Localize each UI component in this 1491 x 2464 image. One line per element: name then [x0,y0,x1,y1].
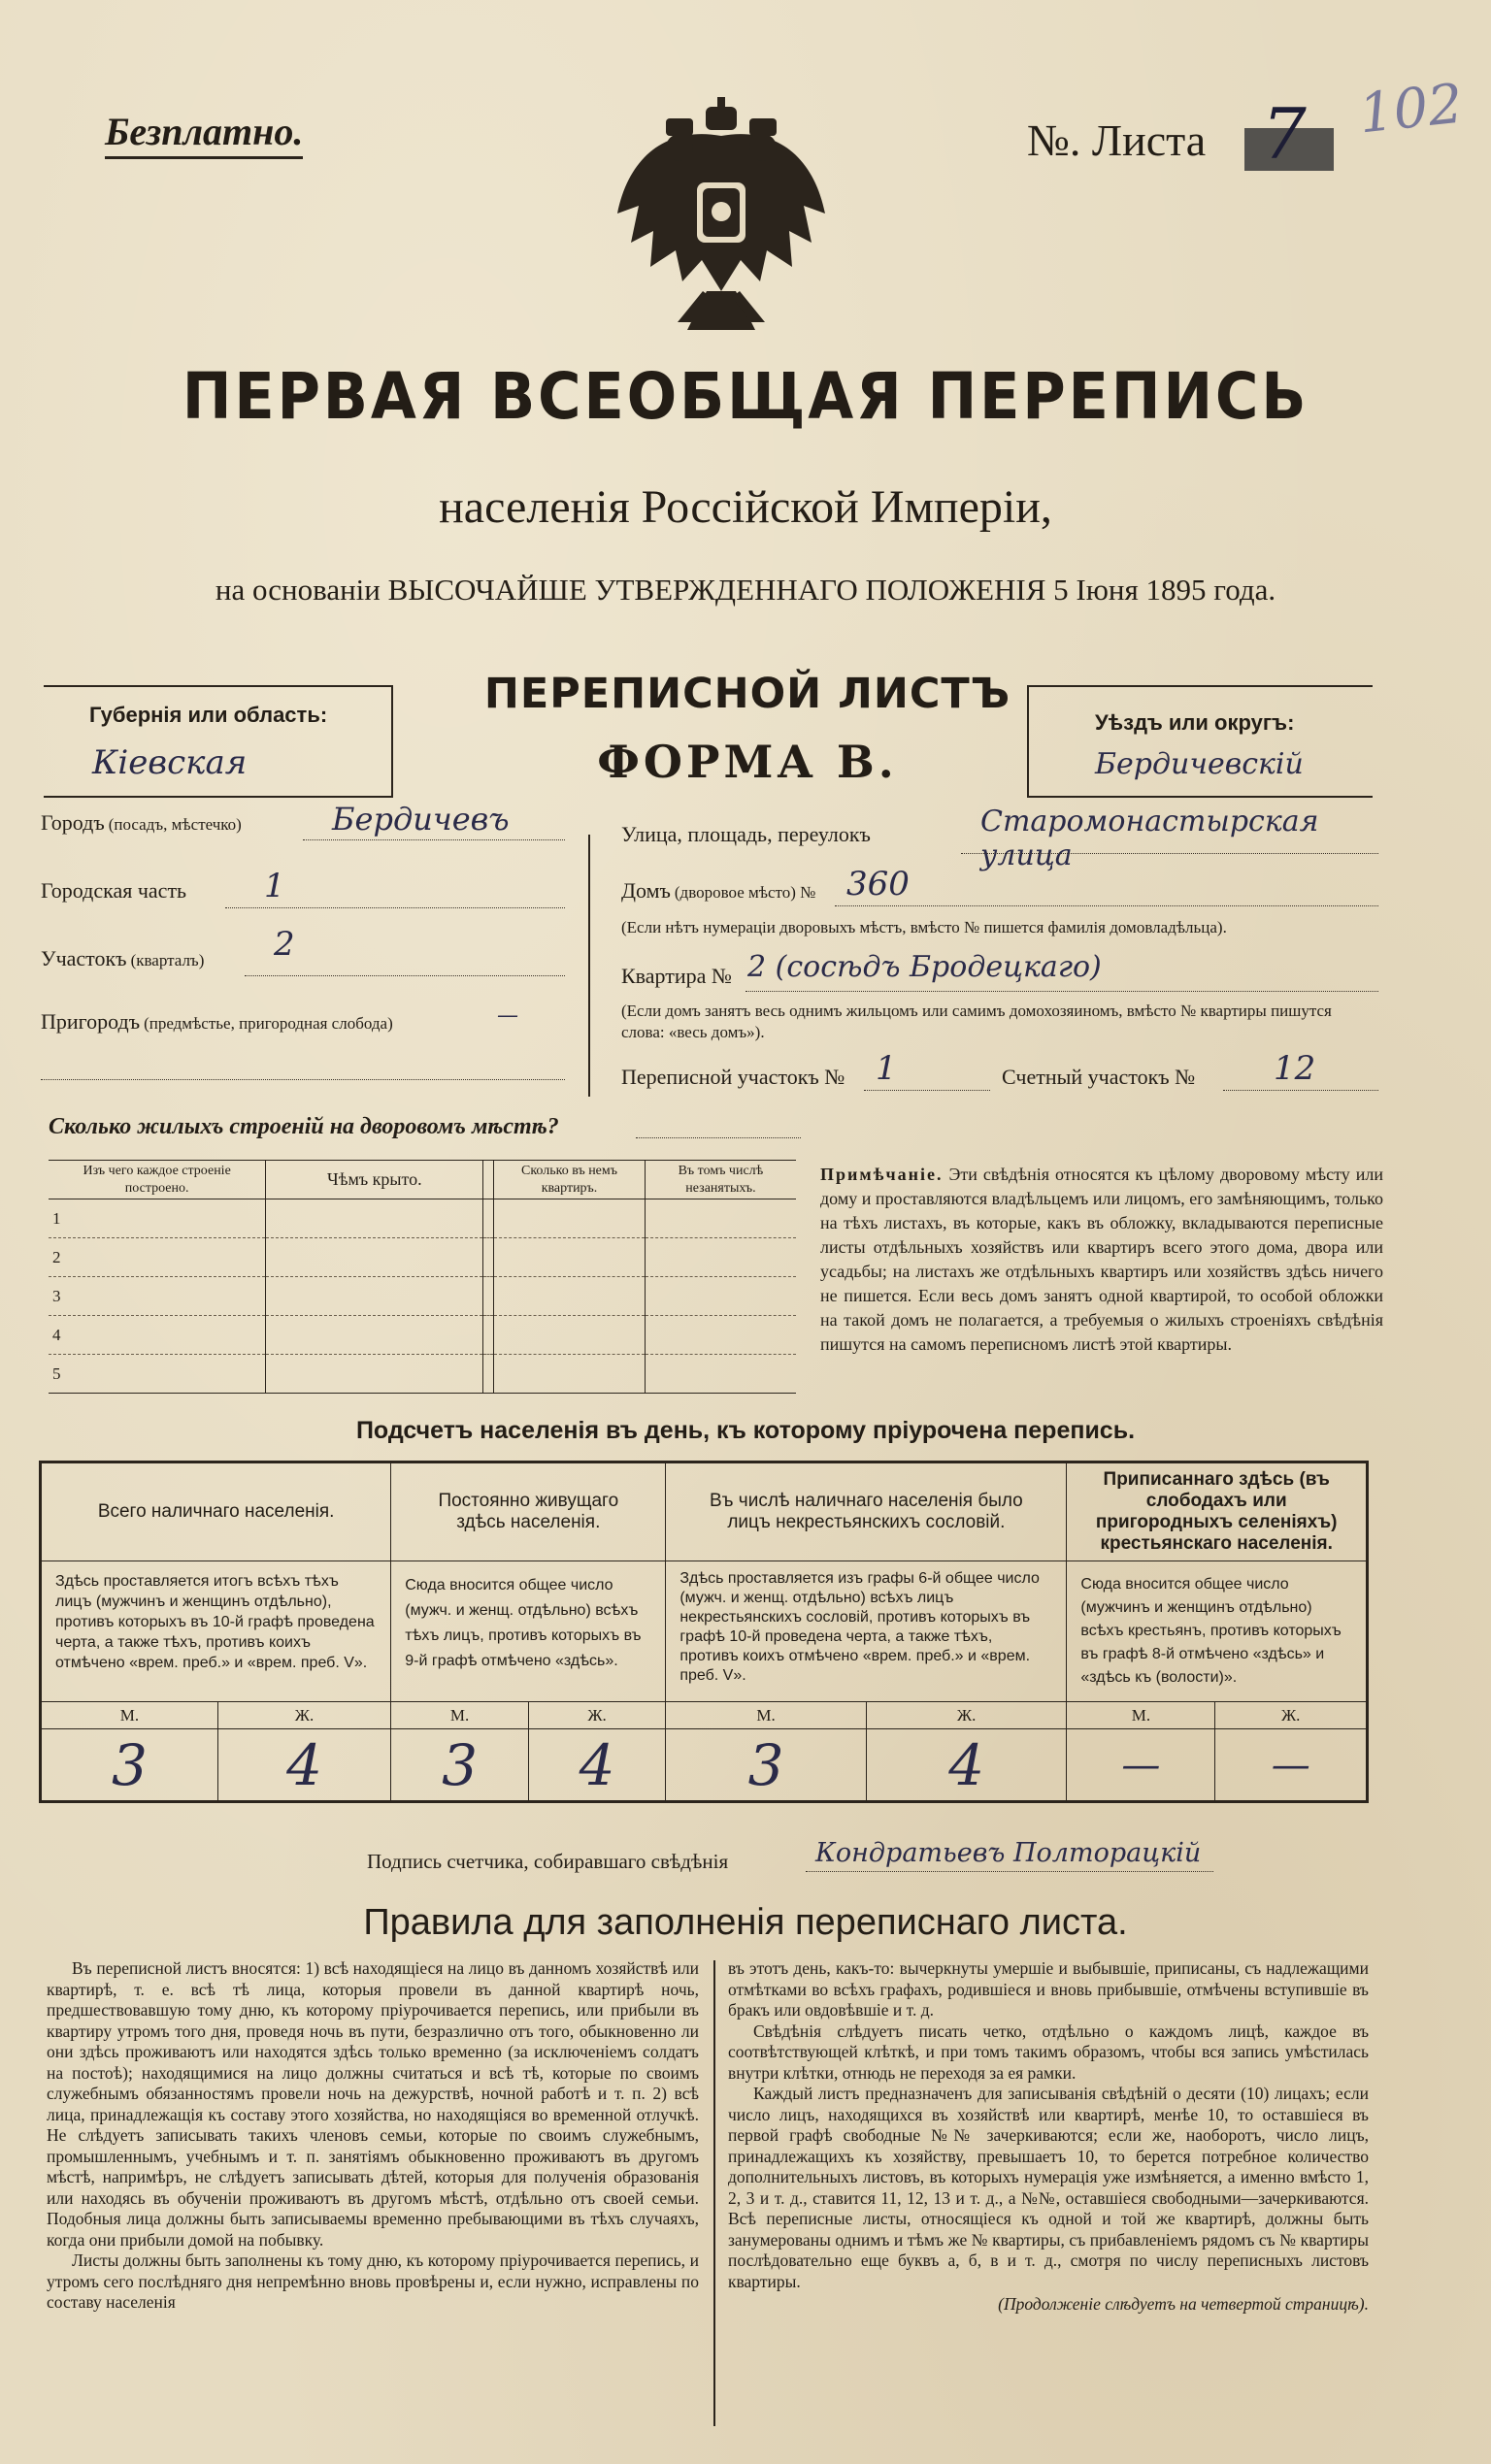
city-part-label: Городская часть [41,878,187,903]
table-row: 4 [49,1316,796,1355]
col-2-f-value: 4 [528,1729,666,1802]
col-1-m-value: 3 [41,1729,218,1802]
census-area-value: 1 [876,1049,897,1088]
suburb-hint: (предмѣстье, пригородная слобода) [144,1014,393,1033]
count-area-label: Счетный участокъ № [1002,1065,1196,1089]
col-1-m-label: М. [41,1702,218,1729]
rules-right-paragraph: въ этотъ день, какъ-то: вычеркнуты умершіе и выбывшіе, приписаны, съ надлежащими отмѣтками во всѣхъ графахъ, родившіеся и вновь прибывшіе, отмѣчены вступившіе въ бракъ или овдовѣвшіе и т. д. [728,1958,1369,2020]
district-label: Уѣздъ или округъ: [1095,710,1295,735]
signature-label: Подпись счетчика, собиравшаго свѣдѣнія [367,1850,729,1873]
rules-left-paragraph: Листы должны быть заполнены къ тому дню, къ которому пріурочивается перепись, и утромъ сего послѣдняго дня непремѣнно вновь провѣрены и, если нужно, исправлены по составу населенія [47,2250,699,2312]
rules-title: Правила для заполненія переписнаго листа. [363,1902,1128,1943]
house-hint: (дворовое мѣсто) № [674,883,816,902]
table-row: 3 [49,1277,796,1316]
count-col-2-header: Постоянно живущаго здѣсь населенія. [391,1462,666,1561]
note-text: Эти свѣдѣнія относятся къ цѣлому дворовому мѣсту или дому и проставляются владѣльцемъ или лицомъ, его замѣняющимъ, только на тѣхъ листахъ, въ которые, какъ въ обложку, вкладываются переписные листы отдѣльныхъ хозяйствъ или квартиръ всего этого дома, двора или усадьбы; на листахъ же отдѣльныхъ квартиръ или хозяйствъ здѣсь ничего не пишется. Если весь домъ занятъ одной квартирой, то особой обложки на такой домъ не полагается, а требуемыя о жилыхъ строеніяхъ свѣдѣнія пишутся на самомъ переписномъ листѣ этой квартиры. [820,1165,1383,1354]
count-col-1-header: Всего наличнаго населенія. [41,1462,391,1561]
sheet-title: ПЕРЕПИСНОЙ ЛИСТЪ [483,670,1011,718]
signature-value: Кондратьевъ Полторацкій [815,1838,1202,1868]
count-col-4-header: Приписаннаго здѣсь (въ слободахъ или пригородныхъ селеніяхъ) крестьянскаго населенія. [1067,1462,1368,1561]
buildings-question: Сколько жилыхъ строеній на дворовомъ мѣстѣ? [49,1114,559,1139]
street-label: Улица, площадь, переулокъ [621,822,871,846]
census-subtitle: населенія Россійской Имперіи, [439,481,1052,533]
buildings-col-material: Изъ чего каждое строеніе построено. [49,1161,266,1199]
col-1-f-value: 4 [217,1729,390,1802]
col-3-f-label: Ж. [866,1702,1067,1729]
free-label: Безплатно. [105,109,303,159]
apartment-note: (Если домъ занятъ весь однимъ жильцомъ или самимъ домохозяиномъ, вмѣсто № квартиры пишутся слова: «весь домъ»). [621,1002,1332,1041]
right-fields [621,805,1378,1101]
house-value: 360 [846,865,910,903]
rules-right-paragraph: Каждый листъ предназначенъ для записыванія свѣдѣній о десяти (10) лицахъ; если число лицъ, находящихся въ хозяйствѣ или квартирѣ, менѣе 10, то оставшіеся въ первой графѣ свободные №№ зачеркиваются; если же, наоборотъ, число лицъ, принадлежащихъ къ хозяйству, превышаетъ 10, то берется потребное количество дополнительныхъ листовъ, въ которыхъ нумерація уже измѣняется, а именно вмѣсто 1, 2, 3 и т. д., ставится 11, 12, 13 и т. д., а №№, оставшіеся свободными—зачеркиваются. Всѣ переписные листы, относящіеся къ одной и той же квартирѣ, должны быть занумерованы однимъ и тѣмъ же № квартиры, съ прибавленіемъ рядомъ съ № квартиры послѣдовательно еще буквъ а, б, в и т. д., смотря по числу переписныхъ листовъ квартиры. [728,2084,1369,2291]
district-value: Бердичевскій [1095,747,1304,781]
buildings-note [820,1163,1383,1357]
precinct-hint: (кварталъ) [130,951,205,969]
col-2-m-label: М. [391,1702,529,1729]
city-field [41,801,565,859]
note-title: Примѣчаніе. [820,1165,944,1184]
count-col-3-header: Въ числѣ наличнаго населенія было лицъ некрестьянскихъ сословій. [666,1462,1067,1561]
city-hint: (посадъ, мѣстечко) [108,815,242,834]
imperial-eagle-icon [610,97,833,340]
street-value: Старомонастырская улица [980,805,1319,872]
precinct-label: Участокъ [41,946,127,970]
city-value: Бердичевъ [332,801,510,838]
census-legal-basis: на основаніи ВЫСОЧАЙШЕ УТВЕРЖДЕННАГО ПОЛОЖЕНІЯ 5 Іюня 1895 года. [215,573,1276,607]
buildings-col-vacant: Въ томъ числѣ незанятыхъ. [645,1161,796,1199]
rules-left-column [47,1958,699,2314]
col-2-m-value: 3 [391,1729,529,1802]
rules-left-paragraph: Въ переписной листъ вносятся: 1) всѣ находящіеся на лицо въ данномъ хозяйствѣ или квартирѣ, т. е. всѣ тѣ лица, которыя провели въ данной квартирѣ ночь, предшествовавшую тому дню, къ которому пріурочивается перепись, или прибыли въ квартиру утромъ того дня, проведя ночь въ пути, безразлично отъ того, обыкновенно ли они здѣсь проживаютъ или находятся здѣсь только временно (за исключеніемъ солдатъ на постоѣ); находящимися на лицо должны считаться и всѣ тѣ, которые по своимъ служебнымъ обязанностямъ провели ночь на дежурствѣ, ночной работѣ и т. п. 2) всѣ лица, принадлежащія къ составу этого хозяйства, но находящіяся во временной отлучкѣ. Не слѣдуетъ записывать такихъ членовъ семьи, которые по своимъ служебнымъ, промышленнымъ, учебнымъ и т. п. занятіямъ обыкновенно проживаютъ въ другомъ мѣстѣ, напримѣръ, не слѣдуетъ записывать дѣтей, которыя для полученія образованія или находясь въ обученіи проживаютъ въ другомъ мѣстѣ, отдѣльно отъ своей семьи. Подобныя лица должны быть записываемы временно пребывающими въ тѣхъ случаяхъ, когда они прибыли домой на побывку. [47,1958,699,2250]
count-table [39,1461,1369,1803]
buildings-col-roof: Чѣмъ крыто. [266,1161,483,1199]
census-area-label: Переписной участокъ № [621,1065,845,1089]
col-3-f-value: 4 [866,1729,1067,1802]
sheet-number-value: 7 [1262,93,1307,175]
col-4-m-label: М. [1067,1702,1215,1729]
count-col-1-desc: Здѣсь проставляется итогъ всѣхъ тѣхъ лицъ (мужчинъ и женщинъ отдѣльно), противъ которыхъ въ 10-й графѣ проведена черта, а также тѣхъ, противъ коихъ отмѣчено «врем. преб.» и «врем. преб. V». [41,1561,391,1702]
count-col-4-desc: Сюда вносится общее число (мужчинъ и женщинъ отдѣльно) всѣхъ крестьянъ, противъ которыхъ въ графѣ 8-й отмѣчено «здѣсь» и «здѣсь къ (волости)». [1067,1561,1368,1702]
precinct-field [41,925,565,995]
buildings-col-apartments: Сколько въ немъ квартиръ. [494,1161,646,1199]
house-note: (Если нѣтъ нумераціи дворовыхъ мѣстъ, вмѣсто № пишется фамилія домовладѣльца). [621,918,1227,936]
form-title: ФОРМА В. [597,736,898,788]
suburb-field [41,1003,565,1097]
province-value: Кіевская [92,743,248,782]
precinct-value: 2 [274,925,295,964]
rules-continuation: (Продолженіе слѣдуетъ на четвертой страницѣ). [998,2294,1369,2314]
suburb-label: Пригородъ [41,1009,141,1034]
count-col-3-desc: Здѣсь проставляется изъ графы 6-й общее число (мужч. и женщ. отдѣльно) всѣхъ лицъ некрестьянскихъ сословій, противъ которыхъ въ графѣ 10-й проведена черта, а также тѣхъ, противъ коихъ отмѣчено «врем. преб.» и «врем. преб. V». [666,1561,1067,1702]
province-label: Губернія или область: [89,703,328,727]
apartment-label: Квартира № [621,964,732,988]
sheet-number-label: №. Листа [1027,115,1207,165]
count-area-value: 12 [1274,1049,1316,1088]
rules-right-column [728,1958,1369,2316]
city-part-field [41,867,565,927]
archive-number: 102 [1355,72,1466,147]
house-label: Домъ [621,878,671,903]
suburb-value: — [497,1003,518,1028]
table-row: 2 [49,1238,796,1277]
rules-right-paragraph: Свѣдѣнія слѣдуетъ писать четко, отдѣльно о каждомъ лицѣ, каждое въ соотвѣтствующей клѣткѣ, и при томъ такимъ образомъ, чтобы вся запись умѣстилась внутри клѣтки, отнюдь не переходя за ея рамки. [728,2020,1369,2083]
col-4-m-value: — [1067,1729,1215,1802]
col-1-f-label: Ж. [217,1702,390,1729]
table-row: 1 [49,1199,796,1238]
table-row: 5 [49,1355,796,1394]
col-4-f-label: Ж. [1215,1702,1368,1729]
col-4-f-value: — [1215,1729,1368,1802]
count-col-2-desc: Сюда вносится общее число (мужч. и женщ. отдѣльно) всѣхъ тѣхъ лицъ, противъ которыхъ въ 9-й графѣ отмѣчено «здѣсь». [391,1561,666,1702]
city-label: Городъ [41,810,105,835]
col-2-f-label: Ж. [528,1702,666,1729]
census-title: ПЕРВАЯ ВСЕОБЩАЯ ПЕРЕПИСЬ [182,359,1309,434]
col-3-m-label: М. [666,1702,867,1729]
buildings-table [49,1160,796,1394]
city-part-value: 1 [264,867,285,905]
count-title: Подсчетъ населенія въ день, къ которому пріурочена перепись. [355,1417,1136,1444]
col-3-m-value: 3 [666,1729,867,1802]
apartment-value: 2 (сосѣдъ Бродецкаго) [747,950,1102,984]
